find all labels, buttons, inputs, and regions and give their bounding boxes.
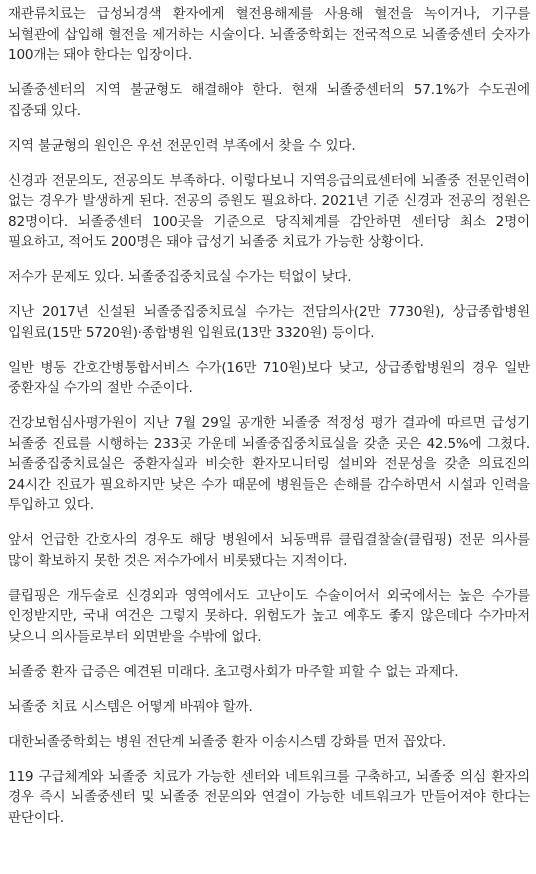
paragraph-question: 뇌졸중 치료 시스템은 어떻게 바꿔야 할까. <box>8 698 253 715</box>
paragraph-society-priority: 대한뇌졸중학회는 병원 전단계 뇌졸중 환자 이송시스템 강화를 먼저 꼽았다. <box>8 733 446 750</box>
paragraph-clipping: 클립핑은 개두술로 신경외과 영역에서도 고난이도 수술이어서 외국에서는 높은 수가를 인정받지만, 국내 여건은 그렇지 못하다. 위험도가 높고 예후도 좋지 않은데다 수가마저 낮으니 의사들로부터 외면받을 수밖에 없다. <box>8 587 530 645</box>
paragraph-specialist-shortage: 신경과 전문의도, 전공의도 부족하다. 이렇다보니 지역응급의료센터에 뇌졸중 전문인력이 없는 경우가 발생하게 된다. 전공의 증원도 필요하다. 2021년 기준 신경과 전공의 정원은 82명이다. 뇌졸중센터 100곳을 기준으로 당직체계를 감안하면 센터당 최소 2명이 필요하고, 적어도 200명은 돼야 급성기 뇌졸중 치료가 가능한 상황이다. <box>8 172 530 250</box>
paragraph-network: 119 구급체계와 뇌졸중 치료가 가능한 센터와 네트워크를 구축하고, 뇌졸중 의심 환자의 경우 즉시 뇌졸중센터 및 뇌졸중 전문의와 연결이 가능한 네트워크가 만들어져야 한다는 판단이다. <box>8 768 530 826</box>
paragraph-clipping-doctors: 앞서 언급한 간호사의 경우도 해당 병원에서 뇌동맥류 클립결찰술(클립핑) 전문 의사를 많이 확보하지 못한 것은 저수가에서 비롯됐다는 지적이다. <box>8 532 530 569</box>
paragraph-low-fee: 저수가 문제도 있다. 뇌졸중집중치료실 수가는 턱없이 낮다. <box>8 269 352 285</box>
paragraph-regional-imbalance: 뇌졸중센터의 지역 불균형도 해결해야 한다. 현재 뇌졸중센터의 57.1%가 수도권에 집중돼 있다. <box>8 82 530 119</box>
paragraph-future: 뇌졸중 환자 급증은 예견된 미래다. 초고령사회가 마주할 피할 수 없는 과제다. <box>8 663 459 680</box>
paragraph-evaluation: 건강보험심사평가원이 지난 7월 29일 공개한 뇌졸중 적정성 평가 결과에 따르면 급성기 뇌졸중 진료를 시행하는 233곳 가운데 뇌졸중집중치료실을 갖춘 곳은 42.5%에 그쳤다. 뇌졸중집중치료실은 중환자실과 비슷한 환자모니터링 설비와 전문성을 갖춘 의료진의 24시간 진료가 필요하지만 낮은 수가 때문에 병원들은 손해를 감수하면서 시설과 인력을 투입하고 있다. <box>8 415 530 513</box>
paragraph-fee-comparison: 일반 병동 간호간병통합서비스 수가(16만 710원)보다 낮고, 상급종합병원의 경우 일반 중환자실 수가의 절반 수준이다. <box>8 359 530 396</box>
paragraph-reperfusion: 재관류치료는 급성뇌경색 환자에게 혈전용해제를 사용해 혈전을 녹이거나, 기구를 뇌혈관에 삽입해 혈전을 제거하는 시술이다. 뇌졸중학회는 전국적으로 뇌졸중센터 숫자가 100개는 돼야 한다는 입장이다. <box>8 6 530 63</box>
paragraph-fee-details: 지난 2017년 신설된 뇌졸중집중치료실 수가는 전담의사(2만 7730원), 상급종합병원 입원료(15만 5720원)·종합병원 입원료(13만 3320원) 등이다. <box>8 304 530 341</box>
paragraph-cause: 지역 불균형의 원인은 우선 전문인력 부족에서 찾을 수 있다. <box>8 137 356 154</box>
